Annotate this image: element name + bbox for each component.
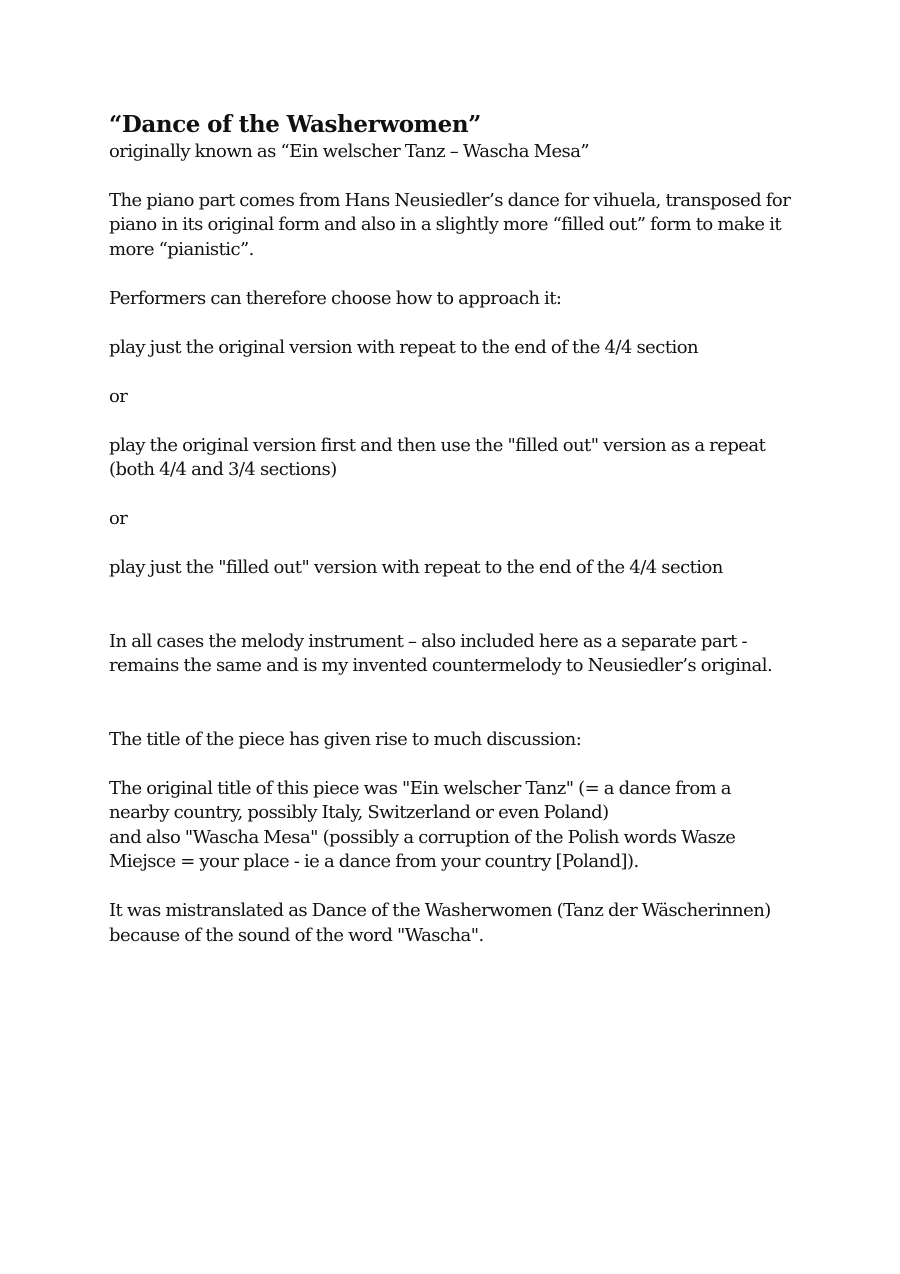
document-title: “Dance of the Washerwomen” — [109, 111, 481, 138]
intro-line: piano in its original form and also in a slightly more “filled out” form to make it — [109, 214, 782, 235]
mistranslation-line: because of the sound of the word "Wascha". — [109, 924, 484, 946]
origin-line: The original title of this piece was "Ein welscher Tanz" (= a dance from a — [109, 777, 731, 799]
origin-paragraph — [109, 777, 809, 875]
option-two — [109, 434, 809, 483]
or-separator: or — [109, 508, 128, 529]
origin-line: Miejsce = your place - ie a dance from your country [Poland]). — [109, 851, 639, 872]
intro-paragraph — [109, 189, 809, 263]
choose-paragraph: Performers can therefore choose how to approach it: — [109, 287, 562, 309]
origin-line: nearby country, possibly Italy, Switzerland or even Poland) — [109, 802, 609, 823]
or-separator: or — [109, 385, 128, 407]
option-two-line: (both 4/4 and 3/4 sections) — [109, 459, 337, 480]
option-one: play just the original version with repeat to the end of the 4/4 section — [109, 336, 699, 358]
mistranslation-paragraph — [109, 899, 809, 948]
melody-line: In all cases the melody instrument – also included here as a separate part - — [109, 630, 748, 652]
mistranslation-line: It was mistranslated as Dance of the Washerwomen (Tanz der Wäscherinnen) — [109, 900, 771, 921]
melody-paragraph — [109, 630, 809, 679]
document-subtitle: originally known as “Ein welscher Tanz – Wascha Mesa” — [109, 141, 590, 162]
melody-line: remains the same and is my invented countermelody to Neusiedler’s original. — [109, 655, 773, 676]
option-three: play just the "filled out" version with repeat to the end of the 4/4 section — [109, 557, 723, 578]
origin-line: and also "Wascha Mesa" (possibly a corruption of the Polish words Wasze — [109, 826, 736, 848]
document-page — [109, 110, 809, 973]
discussion-paragraph: The title of the piece has given rise to much discussion: — [109, 728, 582, 750]
option-two-line: play the original version first and then use the "filled out" version as a repeat — [109, 434, 766, 456]
intro-line: The piano part comes from Hans Neusiedler’s dance for vihuela, transposed for — [109, 189, 791, 211]
intro-line: more “pianistic”. — [109, 238, 254, 260]
